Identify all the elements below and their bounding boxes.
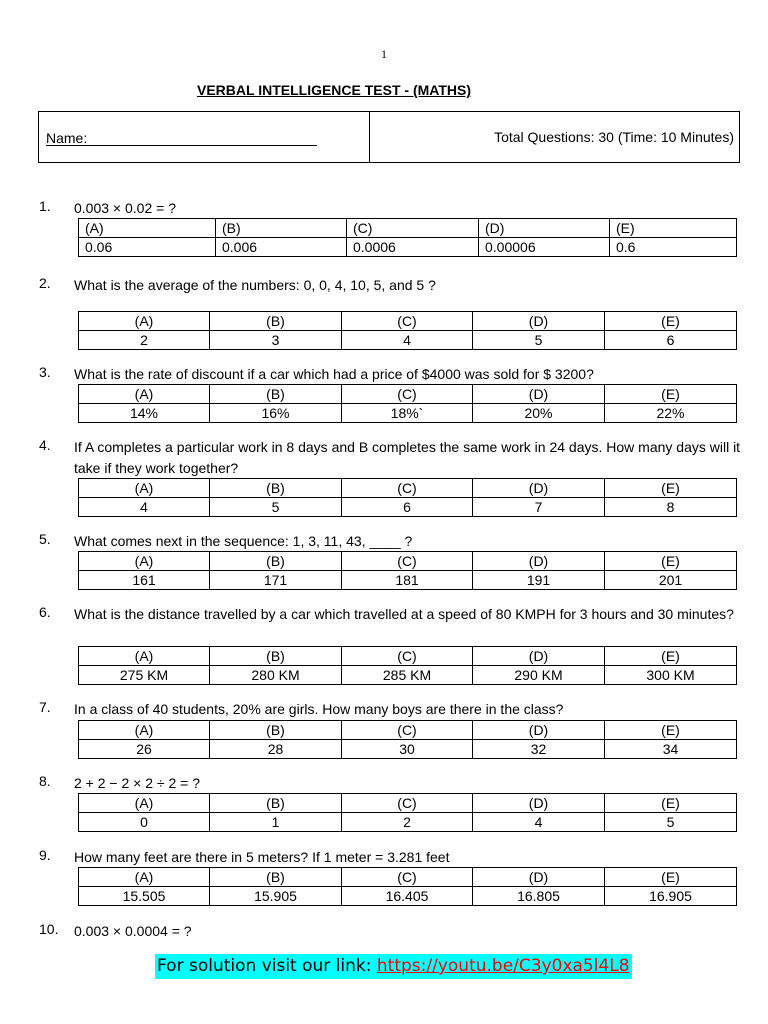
option-values-row bbox=[79, 740, 737, 759]
option-values-row bbox=[79, 404, 737, 423]
option-label: (E) bbox=[605, 721, 737, 740]
option-c[interactable]: 2 bbox=[342, 813, 473, 832]
options-table bbox=[78, 720, 737, 759]
option-label: (C) bbox=[342, 868, 473, 887]
option-b[interactable]: 15.905 bbox=[210, 887, 342, 906]
option-labels-row bbox=[79, 219, 737, 238]
option-label: (E) bbox=[605, 868, 737, 887]
option-label: (E) bbox=[605, 794, 737, 813]
question-number: 10. bbox=[39, 921, 59, 937]
question-text: What comes next in the sequence: 1, 3, 11, 43, ____ ? bbox=[74, 533, 413, 549]
option-label: (B) bbox=[210, 312, 342, 331]
options-table bbox=[78, 218, 737, 257]
question-text: What is the average of the numbers: 0, 0, 4, 10, 5, and 5 ? bbox=[74, 277, 436, 293]
option-b[interactable]: 5 bbox=[210, 498, 342, 517]
question-number: 6. bbox=[39, 604, 51, 620]
option-label: (D) bbox=[473, 647, 605, 666]
option-labels-row bbox=[79, 868, 737, 887]
question-number: 7. bbox=[39, 699, 51, 715]
question-number: 1. bbox=[39, 198, 51, 214]
solution-banner bbox=[155, 954, 632, 979]
option-a[interactable]: 0 bbox=[79, 813, 210, 832]
option-e[interactable]: 16.905 bbox=[605, 887, 737, 906]
option-label: (D) bbox=[473, 479, 605, 498]
option-label: (A) bbox=[79, 385, 210, 404]
question-text: What is the distance travelled by a car which travelled at a speed of 80 KMPH for 3 hours and 30 minutes? bbox=[74, 606, 734, 622]
option-label: (A) bbox=[79, 479, 210, 498]
option-label: (B) bbox=[210, 552, 342, 571]
option-labels-row bbox=[79, 385, 737, 404]
options-table bbox=[78, 384, 737, 423]
option-d[interactable]: 191 bbox=[473, 571, 605, 590]
question-number: 5. bbox=[39, 531, 51, 547]
option-b[interactable]: 171 bbox=[210, 571, 342, 590]
option-c[interactable]: 181 bbox=[342, 571, 473, 590]
question-text: In a class of 40 students, 20% are girls. How many boys are there in the class? bbox=[74, 701, 564, 717]
question-text: 0.003 × 0.0004 = ? bbox=[74, 923, 192, 939]
name-cell bbox=[39, 112, 370, 162]
option-d[interactable]: 16.805 bbox=[473, 887, 605, 906]
option-label: (B) bbox=[210, 647, 342, 666]
option-label: (E) bbox=[605, 312, 737, 331]
option-c[interactable]: 6 bbox=[342, 498, 473, 517]
option-b[interactable]: 3 bbox=[210, 331, 342, 350]
option-label: (B) bbox=[216, 219, 347, 238]
question-number: 8. bbox=[39, 773, 51, 789]
option-label: (C) bbox=[342, 479, 473, 498]
option-label: (A) bbox=[79, 552, 210, 571]
option-e[interactable]: 8 bbox=[605, 498, 737, 517]
header-box bbox=[38, 111, 740, 163]
option-label: (E) bbox=[605, 647, 737, 666]
option-values-row bbox=[79, 571, 737, 590]
option-label: (D) bbox=[473, 385, 605, 404]
option-labels-row bbox=[79, 721, 737, 740]
options-table bbox=[78, 867, 737, 906]
option-d[interactable]: 0.00006 bbox=[479, 238, 610, 257]
option-label: (B) bbox=[210, 794, 342, 813]
option-e[interactable]: 6 bbox=[605, 331, 737, 350]
option-label: (B) bbox=[210, 385, 342, 404]
option-labels-row bbox=[79, 479, 737, 498]
option-a[interactable]: 14% bbox=[79, 404, 210, 423]
option-label: (D) bbox=[473, 721, 605, 740]
question-text: If A completes a particular work in 8 days and B completes the same work in 24 days. How many days will it take if they work together? bbox=[74, 439, 741, 476]
option-label: (D) bbox=[479, 219, 610, 238]
question-text: What is the rate of discount if a car which had a price of $4000 was sold for $ 3200? bbox=[74, 366, 594, 382]
option-c[interactable]: 18%` bbox=[342, 404, 473, 423]
options-table bbox=[78, 551, 737, 590]
name-blank-line[interactable] bbox=[46, 145, 317, 146]
option-e[interactable]: 201 bbox=[605, 571, 737, 590]
option-d[interactable]: 5 bbox=[473, 331, 605, 350]
question-text: 2 + 2 − 2 × 2 ÷ 2 = ? bbox=[74, 775, 200, 791]
option-c[interactable]: 16.405 bbox=[342, 887, 473, 906]
option-d[interactable]: 290 KM bbox=[473, 666, 605, 685]
page-title: VERBAL INTELLIGENCE TEST - (MATHS) bbox=[197, 82, 472, 98]
option-a[interactable]: 4 bbox=[79, 498, 210, 517]
option-label: (A) bbox=[79, 794, 210, 813]
option-label: (E) bbox=[605, 552, 737, 571]
option-label: (D) bbox=[473, 868, 605, 887]
option-label: (E) bbox=[605, 479, 737, 498]
option-label: (C) bbox=[347, 219, 479, 238]
option-label: (A) bbox=[79, 647, 210, 666]
option-e[interactable]: 34 bbox=[605, 740, 737, 759]
option-values-row bbox=[79, 238, 737, 257]
option-label: (A) bbox=[79, 721, 210, 740]
question-text: How many feet are there in 5 meters? If 1 meter = 3.281 feet bbox=[74, 849, 450, 865]
option-label: (C) bbox=[342, 552, 473, 571]
option-label: (A) bbox=[79, 219, 216, 238]
question-number: 9. bbox=[39, 847, 51, 863]
option-b[interactable]: 28 bbox=[210, 740, 342, 759]
option-label: (D) bbox=[473, 794, 605, 813]
option-label: (C) bbox=[342, 385, 473, 404]
solution-prefix: For solution visit our link: bbox=[157, 956, 377, 976]
option-b[interactable]: 1 bbox=[210, 813, 342, 832]
options-table bbox=[78, 311, 737, 350]
option-label: (C) bbox=[342, 312, 473, 331]
option-labels-row bbox=[79, 312, 737, 331]
option-label: (A) bbox=[79, 312, 210, 331]
option-b[interactable]: 16% bbox=[210, 404, 342, 423]
option-c[interactable]: 4 bbox=[342, 331, 473, 350]
option-e[interactable]: 22% bbox=[605, 404, 737, 423]
option-d[interactable]: 20% bbox=[473, 404, 605, 423]
option-values-row bbox=[79, 498, 737, 517]
option-a[interactable]: 0.06 bbox=[79, 238, 216, 257]
options-table bbox=[78, 793, 737, 832]
option-label: (E) bbox=[605, 385, 737, 404]
option-label: (B) bbox=[210, 868, 342, 887]
option-c[interactable]: 30 bbox=[342, 740, 473, 759]
option-label: (C) bbox=[342, 647, 473, 666]
options-table bbox=[78, 646, 737, 685]
option-e[interactable]: 300 KM bbox=[605, 666, 737, 685]
option-a[interactable]: 161 bbox=[79, 571, 210, 590]
option-labels-row bbox=[79, 552, 737, 571]
option-a[interactable]: 2 bbox=[79, 331, 210, 350]
question-number: 3. bbox=[39, 364, 51, 380]
question-number: 4. bbox=[39, 437, 51, 453]
option-values-row bbox=[79, 887, 737, 906]
option-e[interactable]: 0.6 bbox=[610, 238, 737, 257]
option-d[interactable]: 4 bbox=[473, 813, 605, 832]
option-a[interactable]: 15.505 bbox=[79, 887, 210, 906]
option-label: (C) bbox=[342, 794, 473, 813]
option-b[interactable]: 280 KM bbox=[210, 666, 342, 685]
option-label: (B) bbox=[210, 721, 342, 740]
option-c[interactable]: 285 KM bbox=[342, 666, 473, 685]
option-b[interactable]: 0.006 bbox=[216, 238, 347, 257]
option-a[interactable]: 275 KM bbox=[79, 666, 210, 685]
option-values-row bbox=[79, 331, 737, 350]
option-c[interactable]: 0.0006 bbox=[347, 238, 479, 257]
question-number: 2. bbox=[39, 275, 51, 291]
total-questions-cell bbox=[370, 112, 739, 162]
name-label: Name: bbox=[46, 130, 88, 146]
option-values-row bbox=[79, 813, 737, 832]
option-d[interactable]: 32 bbox=[473, 740, 605, 759]
question-text: 0.003 × 0.02 = ? bbox=[74, 200, 176, 216]
option-label: (D) bbox=[473, 312, 605, 331]
option-label: (E) bbox=[610, 219, 737, 238]
option-d[interactable]: 7 bbox=[473, 498, 605, 517]
option-values-row bbox=[79, 666, 737, 685]
option-e[interactable]: 5 bbox=[605, 813, 737, 832]
option-label: (C) bbox=[342, 721, 473, 740]
page-number: 1 bbox=[381, 47, 387, 61]
option-label: (D) bbox=[473, 552, 605, 571]
options-table bbox=[78, 478, 737, 517]
option-labels-row bbox=[79, 647, 737, 666]
option-label: (B) bbox=[210, 479, 342, 498]
total-questions-text: Total Questions: 30 (Time: 10 Minutes) bbox=[494, 129, 734, 145]
option-label: (A) bbox=[79, 868, 210, 887]
solution-link[interactable]: https://youtu.be/C3y0xa5l4L8 bbox=[376, 956, 630, 976]
option-a[interactable]: 26 bbox=[79, 740, 210, 759]
option-labels-row bbox=[79, 794, 737, 813]
